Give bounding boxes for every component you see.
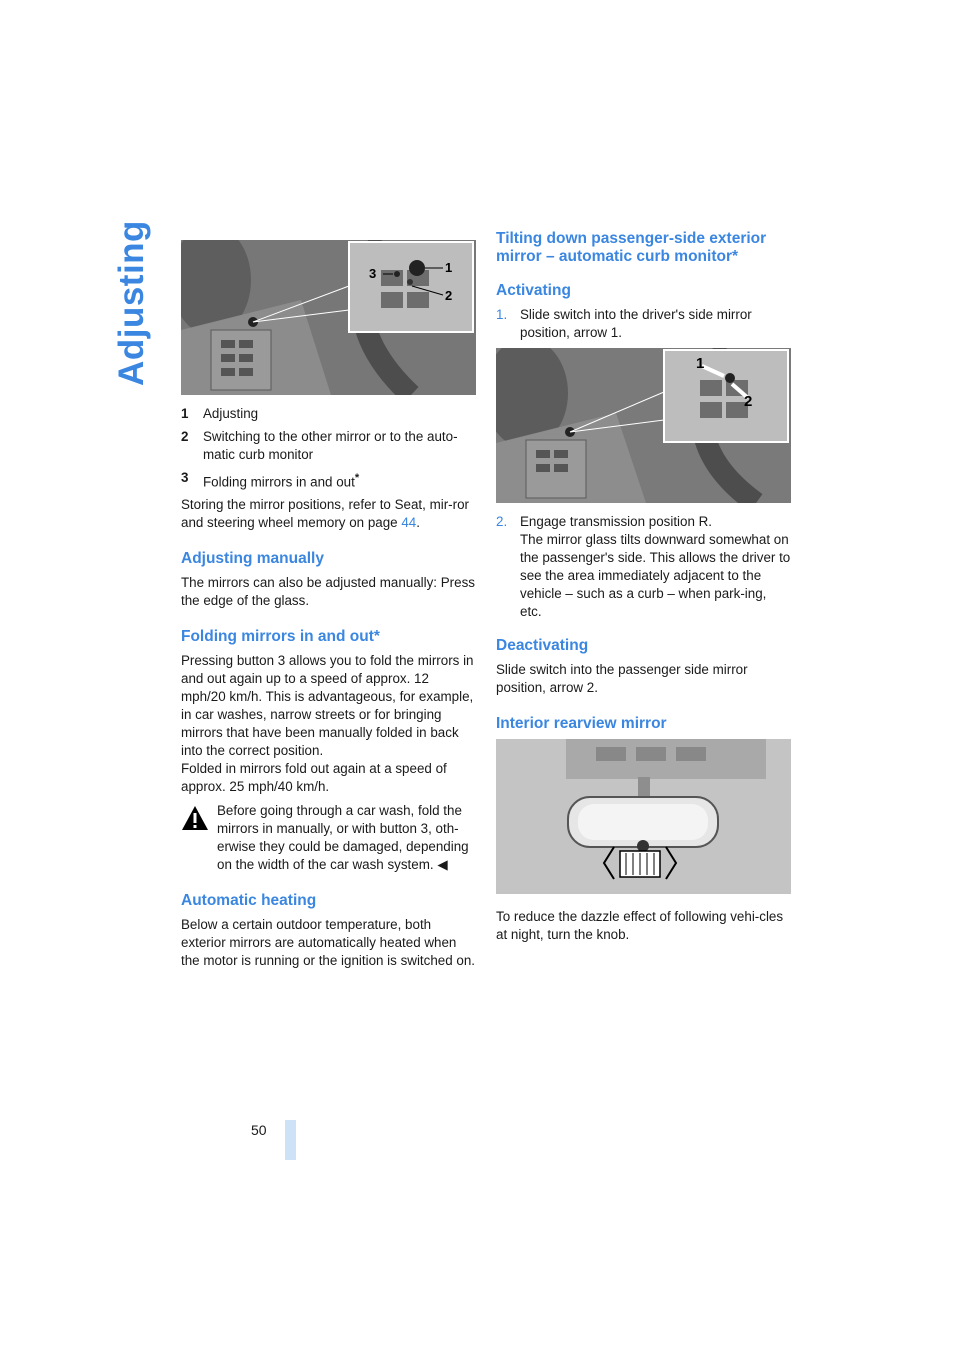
chapter-title: Adjusting [112,220,151,386]
mirror-switch-figure [181,240,476,395]
warning-icon [181,805,209,831]
right-column [496,230,791,949]
manual-paragraph: The mirrors can also be adjusted manually: Press the edge of the glass. [181,575,475,609]
page-marker-bar [285,1120,296,1160]
left-column [181,240,476,975]
interior-paragraph: To reduce the dazzle effect of following vehi-cles at night, turn the knob. [496,909,784,942]
fig1-label-2: 2 [445,288,453,303]
step-2: 2. Engage transmission position R. The mirror glass tilts downward somewhat on the passenger's side. This allows the driver to see the area immediately adjacent to the vehicle – such as a curb – when park-ing, etc. [496,514,791,619]
heading-tilting-down: Tilting down passenger-side exterior mirror – automatic curb monitor* [496,230,767,265]
legend-item: 1 Adjusting [181,406,259,421]
curb-monitor-figure [496,348,791,503]
legend-item: 2 Switching to the other mirror or to the auto-matic curb monitor [181,429,458,462]
fig1-label-1: 1 [445,260,453,275]
rearview-mirror-figure [496,739,791,894]
deactivating-paragraph: Slide switch into the passenger side mirror position, arrow 2. [496,662,748,695]
heading-interior-mirror: Interior rearview mirror [496,715,667,732]
folding-paragraph-2: Folded in mirrors fold out again at a speed of approx. 25 mph/40 km/h. [181,761,447,795]
warning-note: Before going through a car wash, fold the mirrors in manually, or with button 3, oth-erwise they could be damaged, depending on the width of the car wash system. ◀ [181,802,476,874]
heading-automatic-heating: Automatic heating [181,892,317,910]
legend-item: 3 Folding mirrors in and out* [181,470,360,490]
folding-paragraph-1: Pressing button 3 allows you to fold the mirrors in and out again up to a speed of approx. 12 mph/20 km/h. This is advantageous, for example, in car washes, narrow streets or for bringing mirrors that have been manually folded in back into the correct position. [181,653,474,759]
heading-deactivating: Deactivating [496,637,589,654]
fig2-label-1: 1 [696,355,705,372]
fig2-label-2: 2 [744,393,753,410]
heading-adjusting-manually: Adjusting manually [181,550,324,568]
heading-activating: Activating [496,282,571,299]
heating-paragraph: Below a certain outdoor temperature, both exterior mirrors are automatically heated when the motor is running or the ignition is switched on. [181,917,476,969]
heading-folding-mirrors: Folding mirrors in and out* [181,628,380,646]
storing-paragraph: Storing the mirror positions, refer to Seat, mir-ror and steering wheel memory on page 44. [181,497,469,531]
page-number: 50 [251,1122,267,1138]
figure-legend [181,405,476,491]
step-1: 1. Slide switch into the driver's side mirror position, arrow 1. [496,307,752,340]
page-link[interactable]: 44 [401,515,417,531]
fig1-label-3: 3 [369,266,377,281]
